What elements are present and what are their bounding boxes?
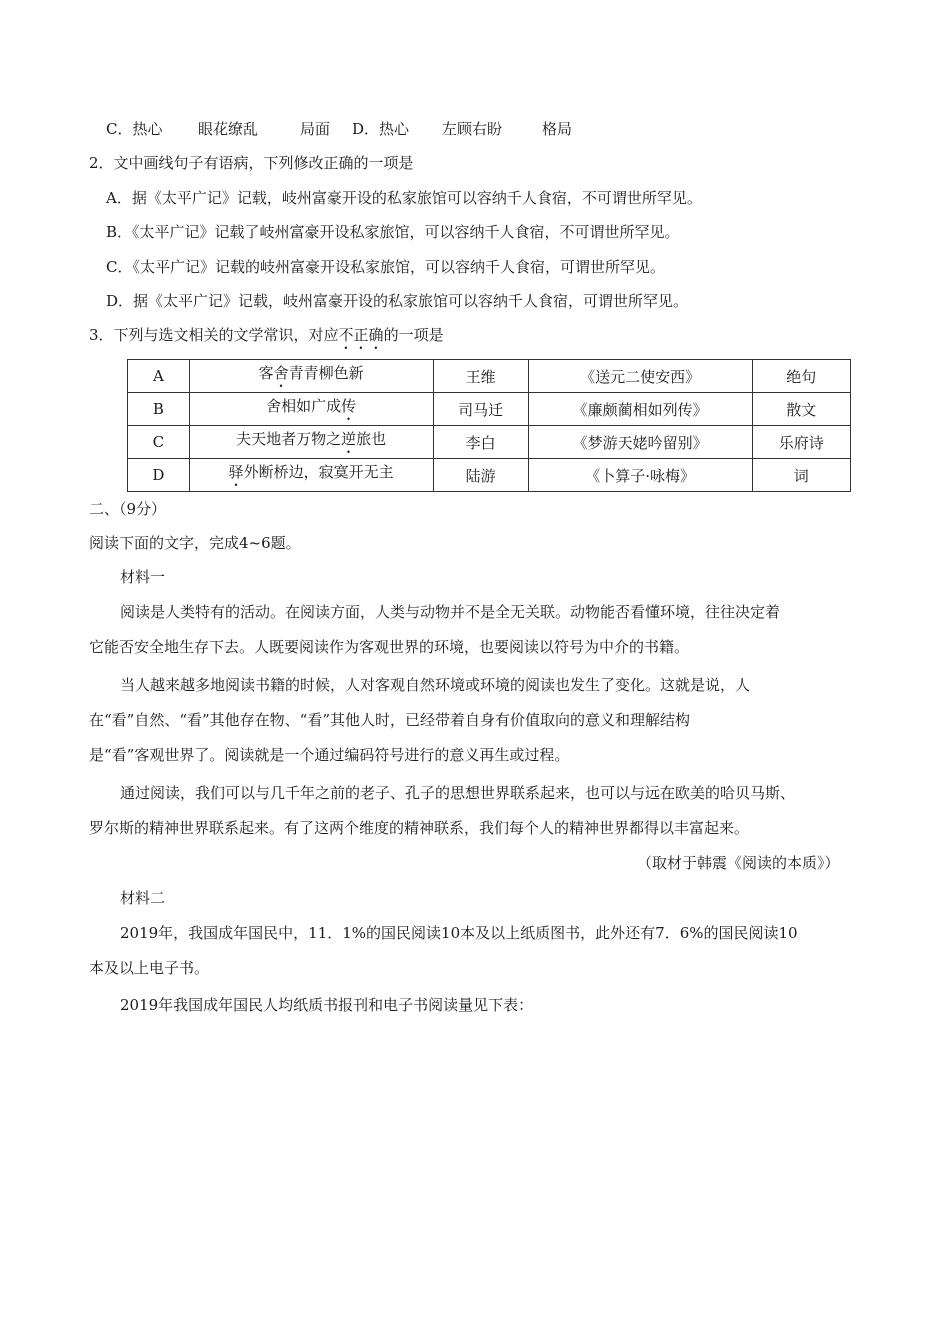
- row-quote: 舍相如广成传: [189, 393, 433, 426]
- q2-option-c: C．《太平广记》记载的岐州富豪开设私家旅馆，可以容纳千人食宿，可谓世所罕见。: [106, 258, 665, 276]
- material-two-title: 材料二: [120, 889, 166, 907]
- m1-line: 它能否安全地生存下去。人既要阅读作为客观世界的环境，也要阅读以符号为中介的书籍。: [89, 638, 690, 656]
- m2-line: 2019年，我国成年国民中，11．1%的国民阅读10本及以上纸质图书，此外还有7．6%的国民阅读10: [120, 924, 798, 942]
- q3-stem-before: 3．下列与选文相关的文学常识，对应: [89, 326, 339, 344]
- row-letter: A: [128, 360, 190, 393]
- m1-source: （取材于韩震《阅读的本质》）: [637, 854, 840, 872]
- q1-option-d-word2: 左顾右盼: [442, 120, 503, 138]
- q2-option-d: D．据《太平广记》记载，岐州富豪开设的私家旅馆可以容纳千人食宿，可谓世所罕见。: [106, 292, 689, 310]
- row-genre: 绝句: [752, 360, 850, 393]
- row-quote: 驿外断桥边，寂寞开无主: [189, 459, 433, 492]
- m2-line: 2019年我国成年国民人均纸质书报刊和电子书阅读量见下表：: [120, 996, 534, 1014]
- row-work: 《梦游天姥吟留别》: [528, 426, 752, 459]
- q2-stem: 2．文中画线句子有语病，下列修改正确的一项是: [89, 154, 414, 172]
- table-row: [128, 393, 851, 426]
- table-row: [128, 360, 851, 393]
- row-genre: 散文: [752, 393, 850, 426]
- m1-line: 在“看”自然、“看”其他存在物、“看”其他人时，已经带着自身有价值取向的意义和理解结构: [89, 711, 691, 729]
- m1-line: 通过阅读，我们可以与几千年之前的老子、孔子的思想世界联系起来，也可以与远在欧美的哈贝马斯、: [120, 784, 796, 802]
- row-work: 《廉颇蔺相如列传》: [528, 393, 752, 426]
- literature-table: [127, 359, 851, 492]
- q1-option-c-word3: 局面: [300, 120, 331, 138]
- row-genre: 乐府诗: [752, 426, 850, 459]
- table-row: [128, 426, 851, 459]
- row-letter: B: [128, 393, 190, 426]
- q3-stem-dotted: 不正确: [338, 326, 384, 344]
- m1-line: 阅读是人类特有的活动。在阅读方面，人类与动物并不是全无关联。动物能否看懂环境，往往决定着: [120, 603, 781, 621]
- q2-option-a: A．据《太平广记》记载，岐州富豪开设的私家旅馆可以容纳千人食宿，不可谓世所罕见。: [106, 189, 702, 207]
- row-letter: C: [128, 426, 190, 459]
- material-one-title: 材料一: [120, 568, 166, 586]
- row-author: 王维: [433, 360, 528, 393]
- m1-line: 当人越来越多地阅读书籍的时候，人对客观自然环境或环境的阅读也发生了变化。这就是说，人: [120, 676, 751, 694]
- row-author: 陆游: [433, 459, 528, 492]
- q1-options-cd: [106, 119, 572, 139]
- row-author: 李白: [433, 426, 528, 459]
- row-letter: D: [128, 459, 190, 492]
- q1-option-c-label: C．热心: [106, 120, 163, 138]
- q3-stem: [89, 325, 444, 353]
- row-author: 司马迁: [433, 393, 528, 426]
- q1-option-d-word3: 格局: [542, 120, 573, 138]
- q2-option-b: B．《太平广记》记载了岐州富豪开设私家旅馆，可以容纳千人食宿，不可谓世所罕见。: [106, 223, 680, 241]
- table-row: [128, 459, 851, 492]
- m2-line: 本及以上电子书。: [89, 959, 210, 977]
- row-quote: 夫天地者万物之逆旅也: [189, 426, 433, 459]
- q1-option-c-word2: 眼花缭乱: [198, 120, 259, 138]
- row-quote: 客舍青青柳色新: [189, 360, 433, 393]
- row-genre: 词: [752, 459, 850, 492]
- q3-stem-after: 的一项是: [383, 326, 444, 344]
- m1-line: 是“看”客观世界了。阅读就是一个通过编码符号进行的意义再生或过程。: [89, 746, 570, 764]
- reading-instruction: 阅读下面的文字，完成4~6题。: [89, 534, 301, 552]
- row-work: 《卜算子·咏梅》: [528, 459, 752, 492]
- section-heading: 二、（9分）: [89, 500, 167, 518]
- row-work: 《送元二使安西》: [528, 360, 752, 393]
- m1-line: 罗尔斯的精神世界联系起来。有了这两个维度的精神联系，我们每个人的精神世界都得以丰富起来。: [89, 819, 750, 837]
- q1-option-d-label: D．热心: [352, 120, 410, 138]
